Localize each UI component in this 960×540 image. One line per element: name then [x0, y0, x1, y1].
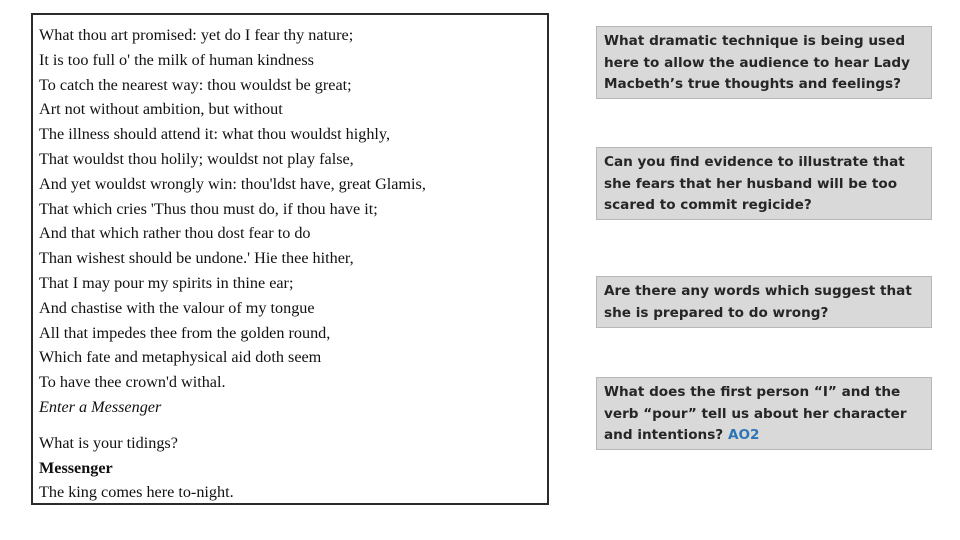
passage-line: That wouldst thou holily; wouldst not play false,: [39, 149, 354, 168]
passage-line: To catch the nearest way: thou wouldst be great;: [39, 75, 352, 94]
question-box: [596, 276, 932, 328]
passage-line: It is too full o' the milk of human kindness: [39, 50, 314, 69]
passage-line: All that impedes thee from the golden round,: [39, 323, 331, 342]
passage-line: What thou art promised: yet do I fear thy nature;: [39, 26, 354, 44]
passage-line: That which cries 'Thus thou must do, if thou have it;: [39, 199, 378, 218]
question-text: What dramatic technique is being used here to allow the audience to hear Lady Macbeth’s true thoughts and feelings?: [604, 33, 911, 92]
passage-line: That I may pour my spirits in thine ear;: [39, 273, 294, 292]
passage-line: To have thee crown'd withal.: [39, 373, 226, 392]
question-box: [596, 26, 932, 99]
question-text: Are there any words which suggest that she is prepared to do wrong?: [604, 283, 912, 321]
passage-line: The illness should attend it: what thou wouldst highly,: [39, 125, 391, 144]
passage-line: And yet wouldst wrongly win: thou'ldst have, great Glamis,: [39, 174, 426, 193]
passage-line: And that which rather thou dost fear to do: [39, 224, 311, 243]
passage-line: And chastise with the valour of my tongue: [39, 298, 315, 317]
passage-line: The king comes here to-night.: [39, 483, 234, 502]
assessment-objective-tag: AO2: [727, 427, 760, 443]
passage-line: What is your tidings?: [39, 433, 178, 452]
speaker-name: Messenger: [39, 458, 113, 477]
question-text: What does the first person “I” and the verb “pour” tell us about her character and intentions?: [604, 384, 907, 443]
question-box: [596, 147, 932, 220]
passage-line: Which fate and metaphysical aid doth seem: [39, 348, 322, 367]
passage-line: Art not without ambition, but without: [39, 100, 283, 119]
question-box: [596, 377, 932, 450]
question-text: Can you find evidence to illustrate that she fears that her husband will be too scared to commit regicide?: [604, 154, 905, 213]
stanza-gap: [39, 420, 547, 431]
stage-direction: Enter a Messenger: [39, 397, 162, 416]
passage-line: Than wishest should be undone.' Hie thee hither,: [39, 249, 354, 268]
passage-box: [31, 13, 549, 505]
